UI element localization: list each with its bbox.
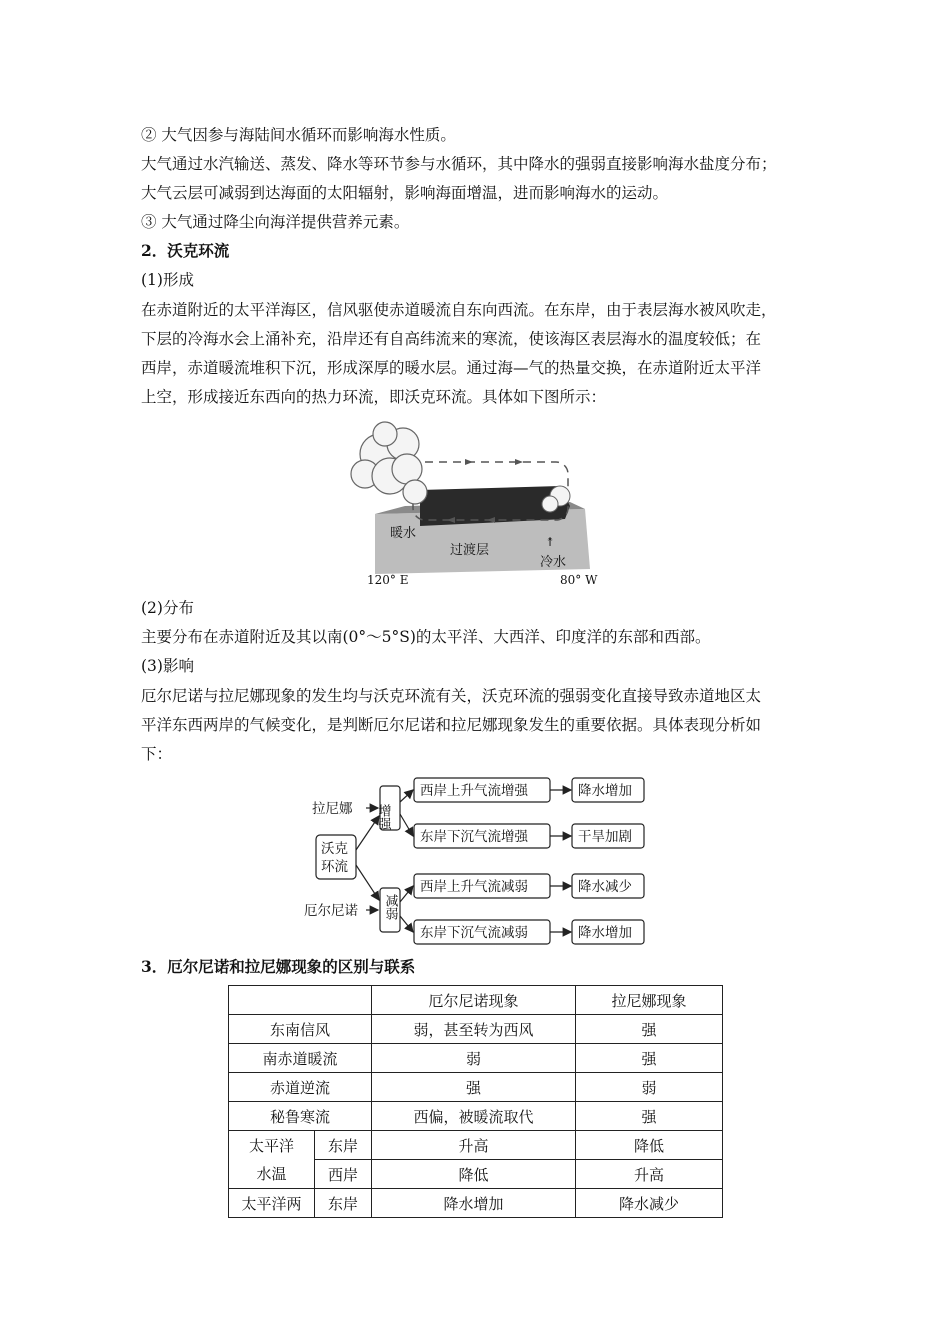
table-cell: 降水减少 xyxy=(576,1189,723,1218)
subsection-heading: (1)形成 xyxy=(141,271,194,289)
table-header-row xyxy=(229,986,723,1015)
table-header-cell: 厄尔尼诺现象 xyxy=(372,986,576,1015)
walker-circulation-figure xyxy=(345,414,605,589)
result-label: 降水增加 xyxy=(578,783,632,799)
table-cell: 赤道逆流 xyxy=(229,1073,372,1102)
branch-label: 东岸下沉气流减弱 xyxy=(420,925,528,941)
paragraph-line: 平洋东西两岸的气候变化，是判断厄尔尼诺和拉尼娜现象发生的重要依据。具体表现分析如 xyxy=(141,716,762,734)
walker-impact-flow-diagram xyxy=(300,770,650,945)
cold-water-label: 冷水 xyxy=(540,555,567,570)
result-label: 干旱加剧 xyxy=(578,829,632,845)
table-cell: 弱 xyxy=(576,1073,723,1102)
warm-water-label: 暖水 xyxy=(390,526,417,541)
comparison-table xyxy=(228,985,723,1218)
table-cell: 强 xyxy=(576,1015,723,1044)
table-cell: 南赤道暖流 xyxy=(229,1044,372,1073)
section-heading: 3．厄尔尼诺和拉尼娜现象的区别与联系 xyxy=(141,957,416,976)
branch-label: 东岸下沉气流增强 xyxy=(420,829,528,845)
table-cell: 强 xyxy=(576,1102,723,1131)
table-row xyxy=(229,1044,723,1073)
el-nino-label: 厄尔尼诺 xyxy=(304,903,358,919)
result-label: 降水减少 xyxy=(578,879,632,895)
table-cell: 升高 xyxy=(576,1160,723,1189)
table-cell: 降低 xyxy=(372,1160,576,1189)
table-cell: 弱，甚至转为西风 xyxy=(372,1015,576,1044)
table-cell: 水温 xyxy=(229,1160,315,1189)
root-label xyxy=(321,840,352,875)
transition-layer-label: 过渡层 xyxy=(450,543,490,558)
paragraph-line: 上空，形成接近东西向的热力环流，即沃克环流。具体如下图所示： xyxy=(141,388,607,406)
root-text-line-2: 环流 xyxy=(321,859,348,875)
table-cell: 太平洋两 xyxy=(229,1189,315,1218)
upwelling-arrow-icon: ↟ xyxy=(545,535,556,549)
table-row xyxy=(229,1131,723,1160)
subsection-heading: (2)分布 xyxy=(141,599,194,617)
table-row xyxy=(229,1189,723,1218)
section-heading: 2．沃克环流 xyxy=(141,241,230,260)
table-row xyxy=(229,1160,723,1189)
strengthen-label: 增强 xyxy=(375,804,391,830)
weaken-label: 减弱 xyxy=(382,894,398,920)
table-cell: 强 xyxy=(576,1044,723,1073)
table-cell: 弱 xyxy=(372,1044,576,1073)
paragraph-line: 大气通过水汽输送、蒸发、降水等环节参与水循环，其中降水的强弱直接影响海水盐度分布； xyxy=(141,155,777,173)
table-cell: 东南信风 xyxy=(229,1015,372,1044)
paragraph-line: 下： xyxy=(141,745,173,763)
table-cell: 升高 xyxy=(372,1131,576,1160)
paragraph-line: 西岸，赤道暖流堆积下沉，形成深厚的暖水层。通过海—气的热量交换，在赤道附近太平洋 xyxy=(141,359,762,377)
longitude-east-label: 80° W xyxy=(560,573,598,587)
paragraph-line: 厄尔尼诺与拉尼娜现象的发生均与沃克环流有关，沃克环流的强弱变化直接导致赤道地区太 xyxy=(141,687,762,705)
branch-label: 西岸上升气流减弱 xyxy=(420,879,528,895)
paragraph-line: 主要分布在赤道附近及其以南(0°～5°S)的太平洋、大西洋、印度洋的东部和西部。 xyxy=(141,628,711,646)
longitude-west-label: 120° E xyxy=(367,573,409,587)
table-cell: 西偏，被暖流取代 xyxy=(372,1102,576,1131)
table-cell: 东岸 xyxy=(315,1189,372,1218)
table-cell: 太平洋 xyxy=(229,1131,315,1160)
table-row xyxy=(229,1015,723,1044)
paragraph-line: 在赤道附近的太平洋海区，信风驱使赤道暖流自东向西流。在东岸，由于表层海水被风吹走， xyxy=(141,301,777,319)
cloud-icon xyxy=(351,422,427,504)
result-label: 降水增加 xyxy=(578,925,632,941)
paragraph-line: ③ 大气通过降尘向海洋提供营养元素。 xyxy=(141,213,410,231)
table-cell: 强 xyxy=(372,1073,576,1102)
paragraph-line: 下层的冷海水会上涌补充，沿岸还有自高纬流来的寒流，使该海区表层海水的温度较低；在 xyxy=(141,330,762,348)
table-cell: 秘鲁寒流 xyxy=(229,1102,372,1131)
la-nina-label: 拉尼娜 xyxy=(312,801,353,817)
table-cell: 降水增加 xyxy=(372,1189,576,1218)
table-row xyxy=(229,1073,723,1102)
table-cell: 降低 xyxy=(576,1131,723,1160)
table-header-cell xyxy=(229,986,372,1015)
paragraph-line: ② 大气因参与海陆间水循环而影响海水性质。 xyxy=(141,126,456,144)
subsection-heading: (3)影响 xyxy=(141,657,194,675)
table-cell: 东岸 xyxy=(315,1131,372,1160)
branch-label: 西岸上升气流增强 xyxy=(420,783,528,799)
table-header-cell: 拉尼娜现象 xyxy=(576,986,723,1015)
table-row xyxy=(229,1102,723,1131)
paragraph-line: 大气云层可减弱到达海面的太阳辐射，影响海面增温，进而影响海水的运动。 xyxy=(141,184,669,202)
table-cell: 西岸 xyxy=(315,1160,372,1189)
root-text: 沃克 xyxy=(321,841,348,857)
